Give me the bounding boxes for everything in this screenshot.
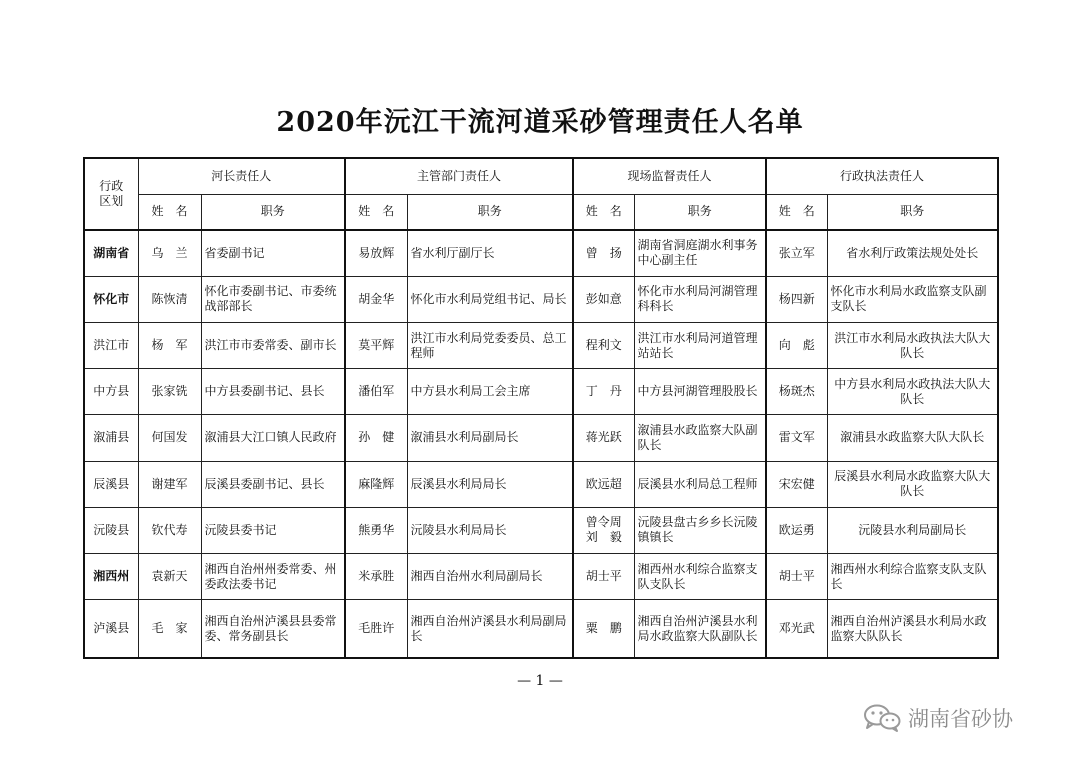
enforcement-name: 胡士平	[766, 553, 827, 599]
department-post: 怀化市水利局党组书记、局长	[407, 276, 573, 322]
enforcement-post: 省水利厅政策法规处处长	[827, 230, 998, 276]
supervisor-post: 辰溪县水利局总工程师	[634, 461, 766, 507]
region-cell: 湖南省	[84, 230, 138, 276]
supervisor-post: 湘西州水利综合监察支队支队长	[634, 553, 766, 599]
enforcement-name: 雷文军	[766, 415, 827, 461]
department-post: 省水利厅副厅长	[407, 230, 573, 276]
river-chief-name: 袁新天	[138, 553, 201, 599]
department-post: 辰溪县水利局局长	[407, 461, 573, 507]
enforcement-name: 向 彪	[766, 322, 827, 368]
post-header: 职务	[827, 194, 998, 230]
table-row	[84, 553, 998, 599]
region-column-header: 行政 区划	[84, 158, 138, 230]
supervisor-name: 彭如意	[573, 276, 634, 322]
name-header: 姓 名	[766, 194, 827, 230]
department-name: 易放辉	[345, 230, 407, 276]
river-chief-name: 钦代寿	[138, 507, 201, 553]
post-header: 职务	[201, 194, 345, 230]
group-header-department: 主管部门责任人	[345, 158, 573, 194]
enforcement-name: 杨斑杰	[766, 369, 827, 415]
enforcement-post: 沅陵县水利局副局长	[827, 507, 998, 553]
table-row	[84, 461, 998, 507]
department-name: 胡金华	[345, 276, 407, 322]
supervisor-post: 中方县河湖管理股股长	[634, 369, 766, 415]
river-chief-post: 辰溪县委副书记、县长	[201, 461, 345, 507]
department-name: 麻隆辉	[345, 461, 407, 507]
department-post: 中方县水利局工会主席	[407, 369, 573, 415]
supervisor-name: 曾令周 刘 毅	[573, 507, 634, 553]
river-chief-name: 何国发	[138, 415, 201, 461]
supervisor-name: 胡士平	[573, 553, 634, 599]
river-chief-name: 谢建军	[138, 461, 201, 507]
enforcement-name: 欧运勇	[766, 507, 827, 553]
table-row	[84, 322, 998, 368]
department-post: 湘西自治州水利局副局长	[407, 553, 573, 599]
river-chief-post: 中方县委副书记、县长	[201, 369, 345, 415]
department-post: 沅陵县水利局局长	[407, 507, 573, 553]
name-header: 姓 名	[138, 194, 201, 230]
river-chief-name: 陈恢清	[138, 276, 201, 322]
department-name: 莫平辉	[345, 322, 407, 368]
river-chief-post: 沅陵县委书记	[201, 507, 345, 553]
table-row	[84, 230, 998, 276]
supervisor-name: 曾 扬	[573, 230, 634, 276]
region-cell: 中方县	[84, 369, 138, 415]
table-row	[84, 507, 998, 553]
department-post: 洪江市水利局党委委员、总工程师	[407, 322, 573, 368]
wechat-icon	[862, 703, 902, 733]
department-name: 米承胜	[345, 553, 407, 599]
group-header-river-chief: 河长责任人	[138, 158, 345, 194]
department-name: 熊勇华	[345, 507, 407, 553]
region-cell: 湘西州	[84, 553, 138, 599]
department-name: 孙 健	[345, 415, 407, 461]
page-title: 2020年沅江干流河道采砂管理责任人名单	[276, 107, 804, 138]
supervisor-post: 湘西自治州泸溪县水利局水政监察大队副队长	[634, 600, 766, 658]
page-number: — 1 —	[517, 673, 563, 689]
department-name: 潘伯军	[345, 369, 407, 415]
supervisor-post: 沅陵县盘古乡乡长沅陵镇镇长	[634, 507, 766, 553]
region-cell: 怀化市	[84, 276, 138, 322]
watermark	[862, 703, 1013, 733]
enforcement-post: 湘西州水利综合监察支队支队长	[827, 553, 998, 599]
department-post: 湘西自治州泸溪县水利局副局长	[407, 600, 573, 658]
post-header: 职务	[407, 194, 573, 230]
table-row	[84, 600, 998, 658]
river-chief-name: 张家铣	[138, 369, 201, 415]
group-header-site-supervision: 现场监督责任人	[573, 158, 766, 194]
department-name: 毛胜许	[345, 600, 407, 658]
river-chief-name: 杨 军	[138, 322, 201, 368]
river-chief-name: 毛 家	[138, 600, 201, 658]
enforcement-post: 中方县水利局水政执法大队大队长	[827, 369, 998, 415]
enforcement-name: 宋宏健	[766, 461, 827, 507]
responsibility-table	[83, 157, 999, 659]
enforcement-name: 张立军	[766, 230, 827, 276]
supervisor-post: 洪江市水利局河道管理站站长	[634, 322, 766, 368]
river-chief-name: 乌 兰	[138, 230, 201, 276]
river-chief-post: 怀化市委副书记、市委统战部部长	[201, 276, 345, 322]
region-cell: 辰溪县	[84, 461, 138, 507]
supervisor-post: 溆浦县水政监察大队副队长	[634, 415, 766, 461]
supervisor-name: 程利文	[573, 322, 634, 368]
supervisor-post: 怀化市水利局河湖管理科科长	[634, 276, 766, 322]
region-cell: 泸溪县	[84, 600, 138, 658]
supervisor-name: 欧远超	[573, 461, 634, 507]
river-chief-post: 湘西自治州泸溪县县委常委、常务副县长	[201, 600, 345, 658]
supervisor-name: 蒋光跃	[573, 415, 634, 461]
river-chief-post: 湘西自治州州委常委、州委政法委书记	[201, 553, 345, 599]
supervisor-name: 丁 丹	[573, 369, 634, 415]
name-header: 姓 名	[345, 194, 407, 230]
name-header: 姓 名	[573, 194, 634, 230]
department-post: 溆浦县水利局副局长	[407, 415, 573, 461]
river-chief-post: 省委副书记	[201, 230, 345, 276]
enforcement-post: 怀化市水利局水政监察支队副支队长	[827, 276, 998, 322]
enforcement-post: 洪江市水利局水政执法大队大队长	[827, 322, 998, 368]
supervisor-post: 湖南省洞庭湖水利事务中心副主任	[634, 230, 766, 276]
group-header-law-enforcement: 行政执法责任人	[766, 158, 998, 194]
table-row	[84, 415, 998, 461]
region-cell: 沅陵县	[84, 507, 138, 553]
table-row	[84, 276, 998, 322]
enforcement-post: 辰溪县水利局水政监察大队大队长	[827, 461, 998, 507]
enforcement-name: 邓光武	[766, 600, 827, 658]
enforcement-post: 溆浦县水政监察大队大队长	[827, 415, 998, 461]
table-row	[84, 369, 998, 415]
post-header: 职务	[634, 194, 766, 230]
supervisor-name: 粟 鹏	[573, 600, 634, 658]
watermark-text: 湖南省砂协	[908, 707, 1013, 731]
enforcement-name: 杨四新	[766, 276, 827, 322]
enforcement-post: 湘西自治州泸溪县水利局水政监察大队队长	[827, 600, 998, 658]
river-chief-post: 溆浦县大江口镇人民政府	[201, 415, 345, 461]
region-cell: 溆浦县	[84, 415, 138, 461]
region-cell: 洪江市	[84, 322, 138, 368]
river-chief-post: 洪江市市委常委、副市长	[201, 322, 345, 368]
